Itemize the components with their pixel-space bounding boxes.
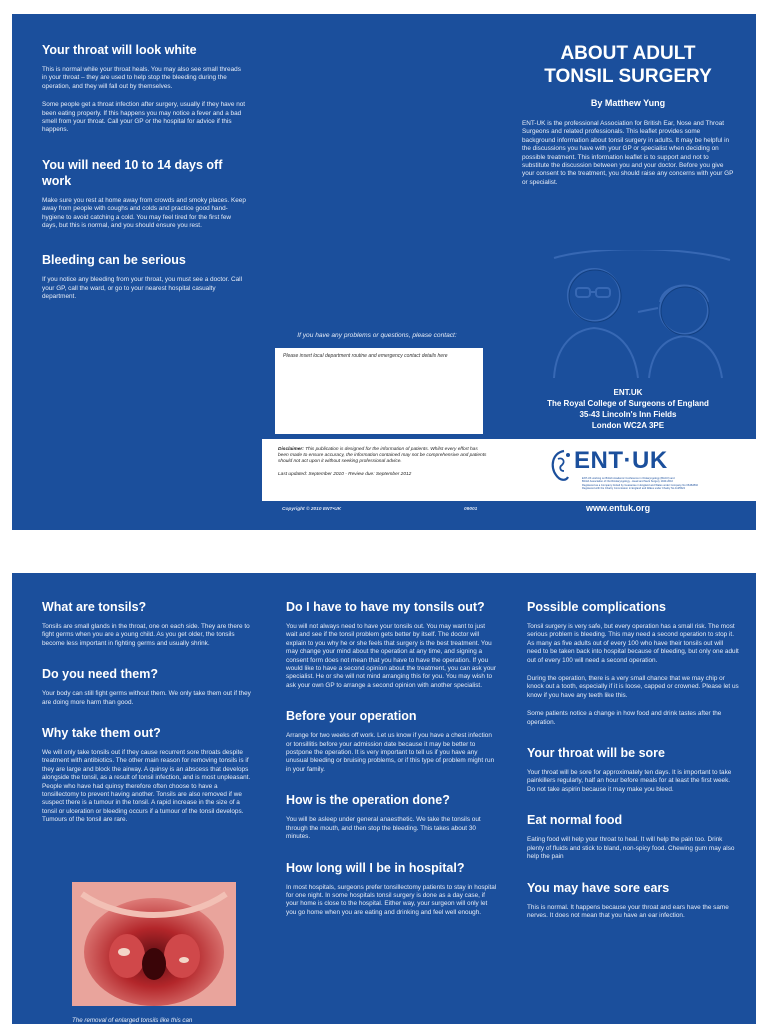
para-throat-sore: Your throat will be sore for approximately ten days. It is important to take painkillers regularly, half an hour before meals for at least the first week. Do not take aspirin because it may make you bleed. <box>527 769 732 793</box>
contact-details-box <box>275 348 483 434</box>
leaflet-outside-panel <box>12 14 756 530</box>
para-what-are-tonsils: Tonsils are small glands in the throat, one on each side. They are there to fight germs when you are a young child. As you get older, the tonsils become less important in fighting germs and usually shrink. <box>42 623 250 647</box>
address-line-1: ENT.UK <box>613 388 643 397</box>
heading-how-long: How long will I be in hospital? <box>286 860 465 875</box>
copyright: Copyright © 2010 ENT•UK <box>282 507 342 512</box>
para-complications-1: Tonsil surgery is very safe, but every operation has a small risk. The most serious problem is bleeding. This may need a second operation to stop it. As many as five adults out of every 100 who have their tonsils out will need to be taken back into hospital because of bleeding, but only one adult out of every 100 will need a second operation. <box>527 623 739 664</box>
para-throat-white: This is normal while your throat heals. You may also see small threads in your throat – they are used to help stop the bleeding during the operation, and they will fall out by themselves. <box>42 66 241 90</box>
heading-do-you-need-them: Do you need them? <box>42 667 158 682</box>
heading-do-i-have-to: Do I have to have my tonsils out? <box>286 600 485 614</box>
logo-subtext-3: Registered as a Company limited by Guarantee in England and Wales under Company No 06452802 <box>582 483 698 487</box>
disclaimer-label: Disclaimer: <box>278 447 304 452</box>
heading-complications: Possible complications <box>527 600 666 614</box>
heading-sore-ears: You may have sore ears <box>527 880 670 895</box>
contact-heading: If you have any problems or questions, please contact: <box>297 332 457 339</box>
leaflet-code: 09001 <box>464 507 478 512</box>
para-how-long: In most hospitals, surgeons prefer tonsillectomy patients to stay in hospital for one night. In some hospitals tonsil surgery is done as a day case, if your home is close to the hospital. Either way, your surgeon will only let you go home when you are eating and drinking and feel well enough. <box>286 883 497 916</box>
heading-what-are-tonsils: What are tonsils? <box>42 600 147 614</box>
bottom-right-column <box>527 599 739 930</box>
bottom-left-column <box>42 599 252 835</box>
website-link[interactable]: www.entuk.org <box>586 503 651 513</box>
disclaimer-text: Disclaimer: This publication is designed for the information of patients. Whilst every effort has been made to ensure accuracy, the information contained may not be comprehensive and patients should not act upon it without seeking professional advice. <box>278 447 487 465</box>
bottom-middle-column <box>286 599 498 927</box>
address-line-4: London WC2A 3PE <box>591 421 665 430</box>
heading-before-operation: Before your operation <box>286 709 417 724</box>
para-throat-infection: Some people get a throat infection after surgery, usually if they have not been eating properly. If this happens you may notice a fever and a bad smell from your throat. Call your GP or the hospital for advice if this happens. <box>42 101 246 134</box>
logo-subtext-2: British Association of Otorhinolaryngology - Head and Neck Surgery 1943-2010 <box>582 480 673 484</box>
para-why-take-out: We will only take tonsils out if they cause recurrent sore throats despite treatment with antibiotics. The other main reason for removing tonsils is if they are large and block the airway. A quinsy is an abscess that develops alongside the tonsil, as a result of tonsil infection, and is most unpleasant. People who have had quinsy therefore often choose to have a tonsillectomy to prevent having another. Tonsils are also removed if we suspect there is a tumour in the tonsil. A rapid increase in the size of a tonsil or ulceration or bleeding occurs if a tumour of the tonsil develops. Tumours of the tonsil are rare. <box>42 749 251 824</box>
heading-how-done: How is the operation done? <box>286 793 450 808</box>
tonsils-photo <box>72 882 236 1006</box>
para-do-i-have-to: You will not always need to have your tonsils out. You may want to just wait and see if the tonsil problem gets better by itself. The doctor will explain to you why he or she feels that surgery is the best treatment. You may change your mind about the operation at any time, and signing a consent form does not mean that you have to have the operation. If you would like to have a second opinion about the treatment, you can ask your specialist. He or she will not mind arranging this for you. You may wish to ask your own GP to arrange a second opinion with another specialist. <box>286 623 496 689</box>
disclaimer-strip <box>262 439 756 501</box>
ent-logo-icon <box>544 447 576 487</box>
para-rest: Make sure you rest at home away from crowds and smoky places. Keep away from people with coughs and colds and practice good hand-hygiene to avoid catching a cold. You may feel tired for the first few days, but this is normal, and you should ensure you rest. <box>42 196 246 230</box>
top-right-column <box>522 42 734 197</box>
heading-throat-sore: Your throat will be sore <box>527 746 665 761</box>
address-line-3: 35-43 Lincoln's Inn Fields <box>579 410 677 419</box>
logo-subtext-1: ENT-UK working on British Academic Conference in Otolaryngology (BACO) and <box>582 477 675 480</box>
top-left-column <box>42 42 247 312</box>
para-bleeding: If you notice any bleeding from your throat, you must see a doctor. Call your GP, call the ward, or go to your nearest hospital casualty department. <box>42 276 242 301</box>
address-line-2: The Royal College of Surgeons of England <box>547 399 709 408</box>
heading-days-off: You will need 10 to 14 days off work <box>42 157 223 188</box>
intro-paragraph: ENT-UK is the professional Association for British Ear, Nose and Throat Surgeons and related professionals. This leaflet provides some background information about tonsil surgery in adults. It may be helpful in the discussions you have with your GP or specialist when deciding on possible treatment. This information leaflet is to support and not to substitute the discussion between you and your doctor. Before you give your consent to the treatment, you should raise any concerns with your GP or specialist. <box>522 120 734 186</box>
heading-why-take-out: Why take them out? <box>42 726 161 741</box>
photo-caption: The removal of enlarged tonsils like this can <box>72 1017 193 1024</box>
contact-box-placeholder: Please insert local department routine and emergency contact details here <box>283 353 448 359</box>
embossed-doctor-illustration <box>534 250 744 380</box>
para-before-operation: Arrange for two weeks off work. Let us know if you have a chest infection or tonsillitis before your admission date because it may be better to postpone the operation. It is very important to tell us if you have any unusual bleeding or bruising problems, or if this type of problem might run in your family. <box>286 732 495 773</box>
leaflet-title-line2: TONSIL SURGERY <box>544 66 712 87</box>
last-updated: Last updated: September 2010 - Review due: September 2012 <box>278 471 412 477</box>
leaflet-title-line1: ABOUT ADULT <box>560 43 696 64</box>
para-sore-ears: This is normal. It happens because your throat and ears have the same nerves. It does not mean that you have an ear infection. <box>527 903 729 919</box>
leaflet-inside-panel <box>12 573 756 1024</box>
heading-eat-normal: Eat normal food <box>527 813 623 828</box>
logo-wordmark: ENT·UK <box>574 447 668 474</box>
heading-throat-white: Your throat will look white <box>42 43 197 57</box>
para-do-you-need-them: Your body can still fight germs without them. We only take them out if they are doing more harm than good. <box>42 690 251 706</box>
author: By Matthew Yung <box>590 98 666 108</box>
para-eat-normal: Eating food will help your throat to heal. It will help the pain too. Drink plenty of fluids and stick to bland, non-spicy food. Chewing gum may also help the pain <box>527 836 735 861</box>
para-how-done: You will be asleep under general anaesthetic. We take the tonsils out through the mouth, and then stop the bleeding. This takes about 30 minutes. <box>286 816 481 841</box>
para-complications-2: During the operation, there is a very small chance that we may chip or knock out a tooth, especially if it is loose, capped or crowned. Please let us know if you have any teeth like this. <box>527 675 739 699</box>
heading-bleeding: Bleeding can be serious <box>42 253 186 268</box>
logo-subtext-4: Registered with the Charity Commission in England and Wales under Charity No 1125524 <box>582 487 685 491</box>
para-complications-3: Some patients notice a change in how food and drink tastes after the operation. <box>527 710 722 726</box>
